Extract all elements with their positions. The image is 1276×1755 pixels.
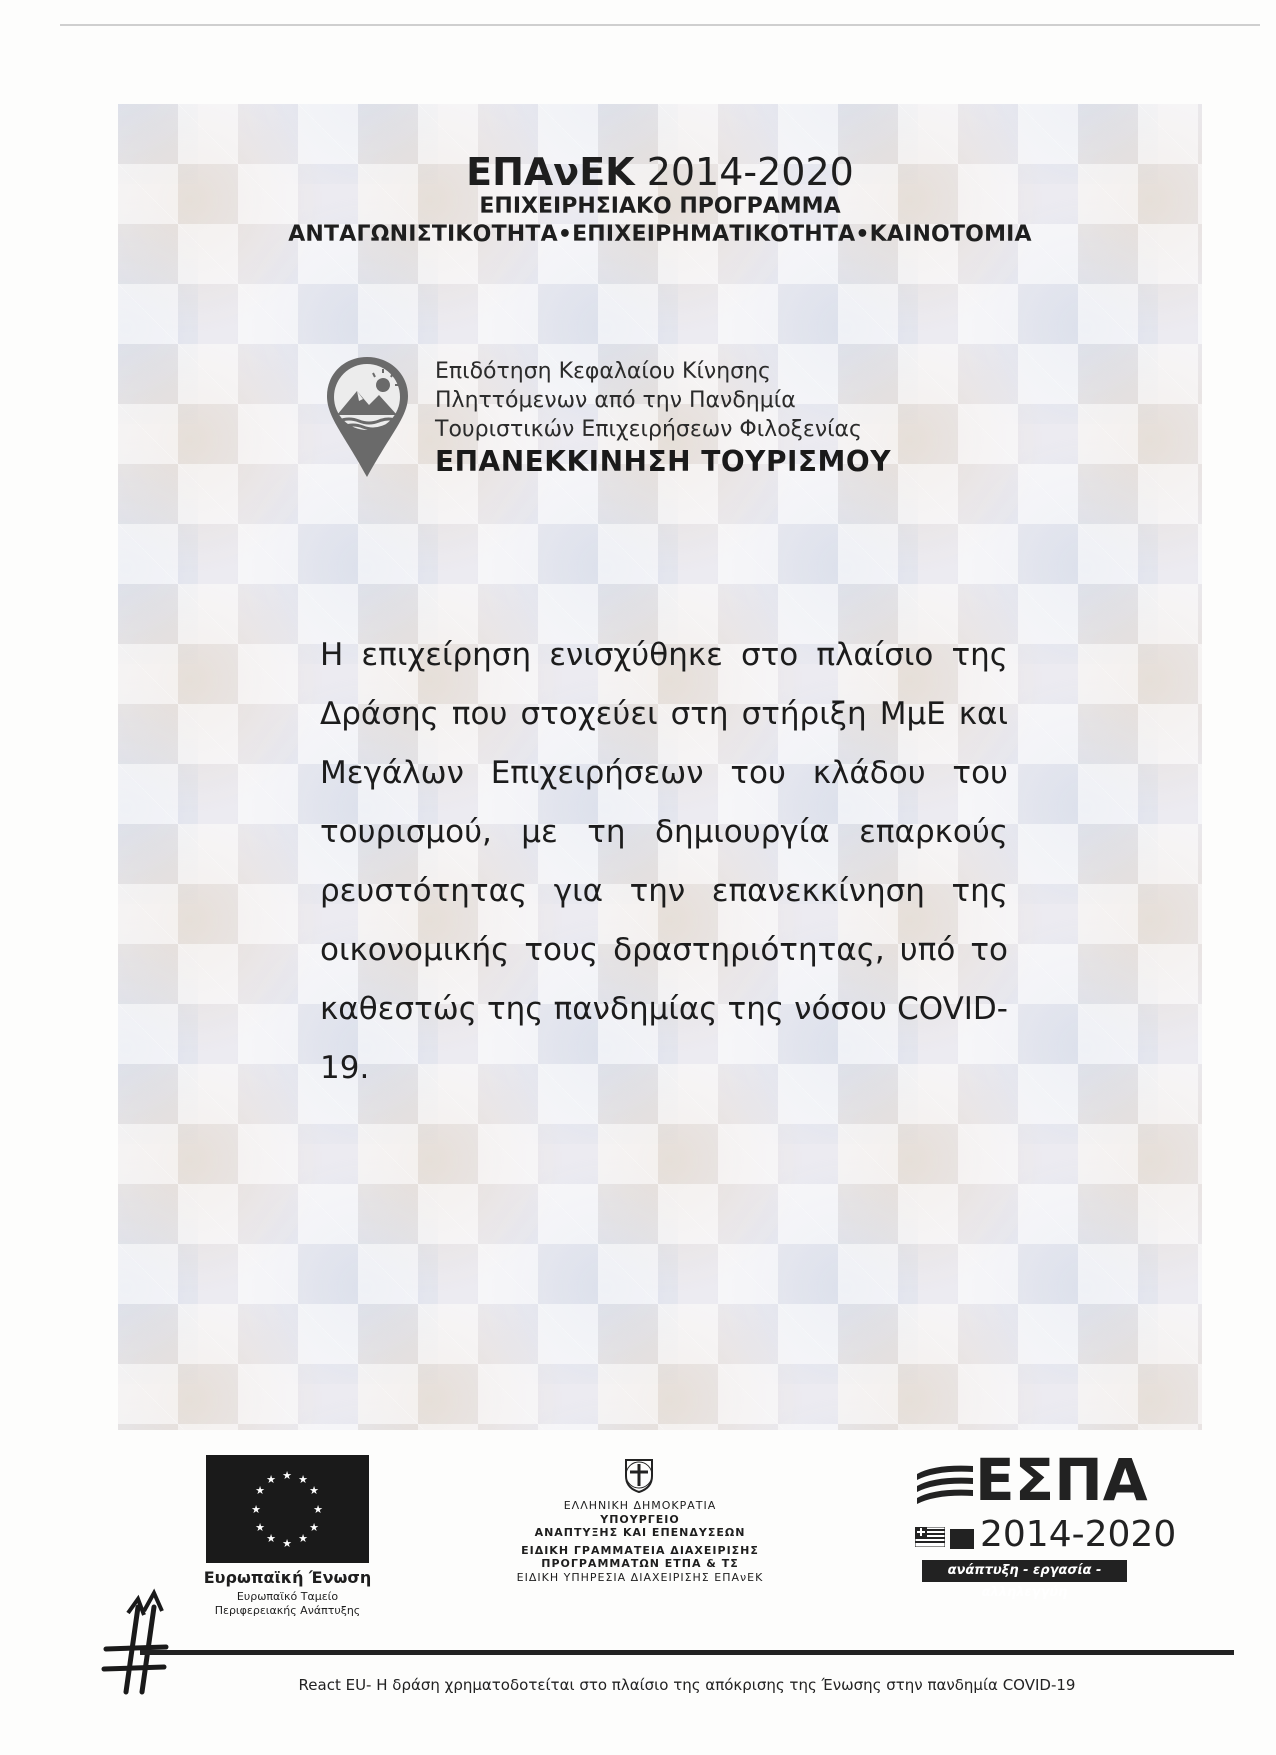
program-subtitle: ΑΝΤΑΓΩΝΙΣΤΙΚΟΤΗΤΑ•ΕΠΙΧΕΙΡΗΜΑΤΙΚΟΤΗΤΑ•ΚΑΙΝΟΤΟΜΙΑ xyxy=(288,222,1032,247)
eu-title: Ευρωπαϊκή Ένωση xyxy=(203,1568,372,1587)
espa-years: 2014-2020 xyxy=(980,1514,1177,1555)
action-line-1: Επιδότηση Κεφαλαίου Κίνησης xyxy=(435,359,771,384)
espa-waves-icon xyxy=(915,1462,975,1508)
svg-text:★: ★ xyxy=(251,1503,261,1516)
action-line-2: Πληττόμενων από την Πανδημία xyxy=(435,388,796,413)
brand-years: 2014-2020 xyxy=(646,150,854,194)
svg-text:★: ★ xyxy=(282,1469,292,1482)
svg-text:★: ★ xyxy=(298,1473,308,1486)
bottom-divider xyxy=(140,1650,1234,1655)
program-brand xyxy=(118,150,1202,194)
svg-text:★: ★ xyxy=(255,1484,265,1497)
svg-text:★: ★ xyxy=(266,1532,276,1545)
ministry-line-1: ΕΛΛΗΝΙΚΗ ΔΗΜΟΚΡΑΤΙΑ xyxy=(563,1499,717,1512)
program-label: ΕΠΙΧΕΙΡΗΣΙΑΚΟ ΠΡΟΓΡΑΜΜΑ xyxy=(479,194,841,219)
top-divider xyxy=(60,24,1260,26)
action-line-4: ΕΠΑΝΕΚΚΙΝΗΣΗ ΤΟΥΡΙΣΜΟΥ xyxy=(435,445,891,478)
svg-text:★: ★ xyxy=(309,1484,319,1497)
svg-text:★: ★ xyxy=(255,1521,265,1534)
eu-fund-line-2: Περιφερειακής Ανάπτυξης xyxy=(214,1604,361,1617)
greek-flag-icon xyxy=(915,1527,945,1547)
action-line-3: Τουριστικών Επιχειρήσεων Φιλοξενίας xyxy=(435,417,862,442)
greek-emblem-icon xyxy=(622,1456,656,1494)
svg-text:★: ★ xyxy=(309,1521,319,1534)
svg-text:★: ★ xyxy=(298,1532,308,1545)
location-pin-mountains-icon xyxy=(325,355,410,480)
ministry-line-3: ΑΝΑΠΤΥΞΗΣ ΚΑΙ ΕΠΕΝΔΥΣΕΩΝ xyxy=(534,1526,746,1539)
eu-fund-line-1: Ευρωπαϊκό Ταμείο xyxy=(236,1590,339,1603)
main-statement: Η επιχείρηση ενισχύθηκε στο πλαίσιο της Δράσης που στοχεύει στη στήριξη ΜμΕ και Μεγάλων Επιχειρήσεων του κλάδου του τουρισμού, με τη δημιουργία επαρκούς ρευστότητας για την επανεκκίνηση της οικονομικής τους δραστηριότητας, υπό το καθεστώς της πανδημίας της νόσου COVID-19. xyxy=(320,637,1008,1086)
svg-text:★: ★ xyxy=(266,1473,276,1486)
eu-flag-icon xyxy=(206,1455,369,1563)
ministry-line-2: ΥΠΟΥΡΓΕΙΟ xyxy=(600,1512,680,1526)
ministry-line-5: ΠΡΟΓΡΑΜΜΑΤΩΝ ΕΤΠΑ & ΤΣ xyxy=(541,1557,739,1570)
footer-note: React EU- Η δράση χρηματοδοτείται στο πλαίσιο της απόκρισης της Ένωσης στην πανδημία COVID-19 xyxy=(298,1676,1076,1694)
program-header xyxy=(118,150,1202,250)
svg-text:★: ★ xyxy=(313,1503,323,1516)
espa-title: ΕΣΠΑ xyxy=(975,1446,1148,1514)
eu-fund xyxy=(190,1590,385,1618)
svg-text:★: ★ xyxy=(282,1537,292,1550)
ministry-block xyxy=(510,1499,770,1584)
action-logo-text xyxy=(435,357,891,480)
brand-name: ΕΠΑνΕΚ xyxy=(466,150,635,194)
espa-slogan: ανάπτυξη - εργασία - αλληλεγγύη xyxy=(922,1560,1127,1582)
espa-square xyxy=(950,1529,974,1549)
ministry-line-6: ΕΙΔΙΚΗ ΥΠΗΡΕΣΙΑ ΔΙΑΧΕΙΡΙΣΗΣ ΕΠΑνΕΚ xyxy=(516,1570,764,1584)
ministry-line-4: ΕΙΔΙΚΗ ΓΡΑΜΜΑΤΕΙΑ ΔΙΑΧΕΙΡΙΣΗΣ xyxy=(521,1543,759,1557)
